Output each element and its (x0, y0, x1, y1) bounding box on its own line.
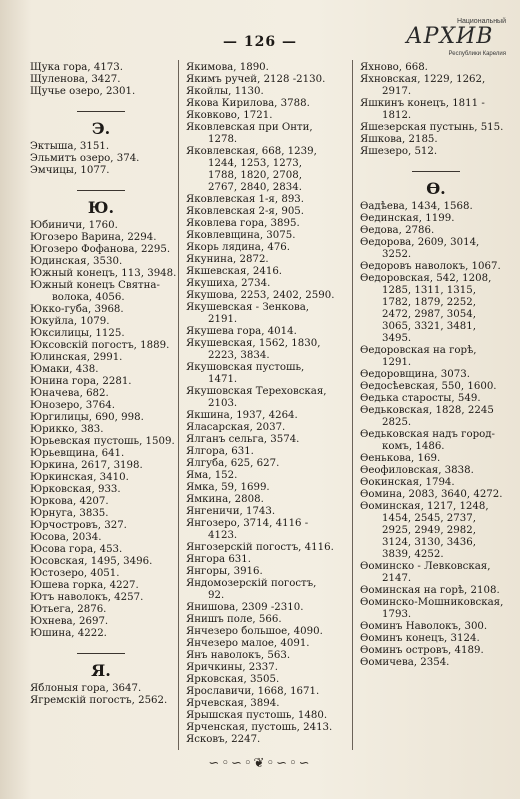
index-entry: Ярковская, 3505. (186, 674, 280, 685)
index-entry: Юргилицы, 690, 998. (30, 412, 144, 423)
index-entry: Юнина гора, 2281. (30, 376, 132, 387)
index-entry: Юшина, 4222. (30, 628, 107, 639)
section-letter-fita: Ѳ. (426, 179, 446, 198)
index-entry: Яковково, 1721. (186, 110, 273, 121)
entry-continuation: 1782, 1879, 2252, (382, 297, 476, 308)
index-entry: Якорь лядина, 476. (186, 242, 291, 253)
index-entry: Якушиха, 2734. (186, 278, 271, 289)
index-entry: Южный конецъ, 113, 3948. (30, 268, 177, 279)
index-entry: Юксовскій погостъ, 1889. (30, 340, 170, 351)
index-entry: Ѳомичева, 2354. (360, 657, 450, 668)
index-entry: Ямка, 59, 1699. (186, 482, 270, 493)
index-entry: Якшина, 1937, 4264. (186, 410, 298, 421)
index-entry: Ясковъ, 2247. (186, 734, 261, 745)
index-entry: Юркина, 2617, 3198. (30, 460, 143, 471)
index-entry: Янъ наволокъ, 563. (186, 650, 291, 661)
section-letter-e: Э. (91, 119, 111, 138)
entry-continuation: 1278. (208, 134, 238, 145)
index-entry: Юсова гора, 453. (30, 544, 123, 555)
index-entry: Юстозеро, 4051. (30, 568, 120, 579)
index-entry: Ѳедьковская надъ город- (360, 429, 495, 440)
index-entry: Яричкины, 2337. (186, 662, 278, 673)
index-entry: Яласарская, 2037. (186, 422, 286, 433)
entry-continuation: 1793. (382, 609, 412, 620)
index-entry: Яковлевская 1-я, 893. (186, 194, 305, 205)
archive-logo (402, 18, 512, 60)
entry-continuation: 92. (208, 590, 225, 601)
index-entry: Ѳедоровская на горѣ, (360, 345, 477, 356)
entry-continuation: 2147. (382, 573, 412, 584)
index-entry: Ѳедосѣевская, 550, 1600. (360, 381, 497, 392)
index-entry: Ѳедорова, 2609, 3014, (360, 237, 480, 248)
index-entry: Ѳоминъ конецъ, 3124. (360, 633, 480, 644)
index-entry: Яблоныя гора, 3647. (30, 683, 142, 694)
index-entry: Яшкинъ конецъ, 1811 - (360, 98, 485, 109)
index-entry: Янгозеро, 3714, 4116 - (186, 518, 309, 529)
index-entry: Яхново, 668. (360, 62, 428, 73)
entry-continuation: 2825. (382, 417, 412, 428)
index-entry: Юрьевская пустошь, 1509. (30, 436, 175, 447)
index-entry: Яшезеро, 512. (360, 146, 438, 157)
index-entry: Эльмитъ озеро, 374. (30, 153, 140, 164)
entry-continuation: 1471. (208, 374, 238, 385)
column-middle (186, 62, 346, 746)
entry-continuation: 2191. (208, 314, 238, 325)
entry-continuation: 1454, 2545, 2737, (382, 513, 476, 524)
bottom-ornament: ∽◦∽◦❦◦∽◦∽ (208, 756, 312, 771)
index-entry: Якимова, 1890. (186, 62, 269, 73)
index-entry: Юлинская, 2991. (30, 352, 123, 363)
index-entry: Ѳоминская на горѣ, 2108. (360, 585, 500, 596)
section-letter-ya: Я. (91, 661, 111, 680)
index-entry: Ютьега, 2876. (30, 604, 107, 615)
index-entry: Эктыша, 3151. (30, 141, 110, 152)
index-entry: Ѳедоровщина, 3073. (360, 369, 470, 380)
index-entry: Якшевская, 2416. (186, 266, 283, 277)
index-entry: Якушевская, 1562, 1830, (186, 338, 321, 349)
entry-continuation: 2917. (382, 86, 412, 97)
index-entry: Яковлевская при Онти, (186, 122, 313, 133)
index-entry: Ѳадѣева, 1434, 1568. (360, 201, 473, 212)
index-entry: Ѳомина, 2083, 3640, 4272. (360, 489, 503, 500)
entry-continuation: 2223, 3834. (208, 350, 270, 361)
index-entry: Югозеро Варина, 2294. (30, 232, 157, 243)
index-entry: Ягремскій погостъ, 2562. (30, 695, 168, 706)
index-entry: Яшезерская пустынь, 515. (360, 122, 504, 133)
index-entry: Юрчостровъ, 327. (30, 520, 127, 531)
index-entry: Янишъ поле, 566. (186, 614, 282, 625)
index-entry: Ѳоминъ Наволокъ, 300. (360, 621, 488, 632)
index-entry: Юшева горка, 4227. (30, 580, 139, 591)
index-entry: Юркинская, 3410. (30, 472, 129, 483)
index-entry: Ѳоминско-Мошниковская, (360, 597, 504, 608)
index-entry: Яковлевская, 668, 1239, (186, 146, 317, 157)
entry-continuation: 3495. (382, 333, 412, 344)
index-entry: Яковлева гора, 3895. (186, 218, 300, 229)
index-entry: Юкуйла, 1079. (30, 316, 110, 327)
entry-continuation: 3252. (382, 249, 412, 260)
index-entry: Щука гора, 4173. (30, 62, 124, 73)
index-entry: Ѳедьковская, 1828, 2245 (360, 405, 494, 416)
index-entry: Ѳедова, 2786. (360, 225, 435, 236)
index-entry: Юрьевщина, 641. (30, 448, 125, 459)
index-entry: Ярчевская, 3894. (186, 698, 280, 709)
index-entry: Ѳедоровская, 542, 1208, (360, 273, 492, 284)
index-entry: Якушевская - Зенкова, (186, 302, 310, 313)
logo-main-text: АРХИВ (406, 24, 494, 49)
section-separator (77, 111, 125, 112)
index-entry: Янишова, 2309 -2310. (186, 602, 304, 613)
index-entry: Ярченская, пустошь, 2413. (186, 722, 333, 733)
index-entry: Юкко-губа, 3968. (30, 304, 124, 315)
index-entry: Юмаки, 438. (30, 364, 99, 375)
index-entry: Якимъ ручей, 2128 -2130. (186, 74, 326, 85)
entry-continuation: 2925, 2949, 2982, (382, 525, 476, 536)
entry-continuation: волока, 4056. (52, 292, 125, 303)
index-entry: Югозеро Фофанова, 2295. (30, 244, 171, 255)
column-divider-right (352, 60, 353, 750)
index-entry: Юнозеро, 3764. (30, 400, 115, 411)
index-entry: Ѳединская, 1199. (360, 213, 455, 224)
logo-bottom-text: Республики Карелия (448, 51, 506, 57)
index-entry: Щуленова, 3427. (30, 74, 121, 85)
index-entry: Якушова, 2253, 2402, 2590. (186, 290, 335, 301)
index-entry: Ютъ наволокъ, 4257. (30, 592, 144, 603)
logo-top-text: Национальный (456, 18, 506, 25)
index-entry: Ярышская пустошь, 1480. (186, 710, 328, 721)
index-entry: Ѳенькова, 169. (360, 453, 441, 464)
index-entry: Ялгора, 631. (186, 446, 254, 457)
index-entry: Ямкина, 2808. (186, 494, 264, 505)
index-entry: Ѳоминская, 1217, 1248, (360, 501, 489, 512)
entry-continuation: 2767, 2840, 2834. (208, 182, 302, 193)
index-entry: Юдинская, 3530. (30, 256, 123, 267)
index-entry: Юхнева, 2697. (30, 616, 109, 627)
index-entry: Юркова, 4207. (30, 496, 109, 507)
entry-continuation: 3124, 3130, 3436, (382, 537, 476, 548)
index-entry: Яма, 152. (186, 470, 238, 481)
index-entry: Юрнуга, 3835. (30, 508, 109, 519)
entry-continuation: 1788, 1820, 2708, (208, 170, 302, 181)
entry-continuation: 1244, 1253, 1273, (208, 158, 302, 169)
index-entry: Якова Кирилова, 3788. (186, 98, 310, 109)
index-entry: Яковлевщина, 3075. (186, 230, 296, 241)
index-entry: Ялганъ сельга, 3574. (186, 434, 300, 445)
section-separator (77, 653, 125, 654)
index-entry: Янгоры, 3916. (186, 566, 263, 577)
index-entry: Якушовская Тереховская, (186, 386, 327, 397)
page-number: — 126 — (223, 34, 297, 50)
index-entry: Якушева гора, 4014. (186, 326, 297, 337)
index-entry: Юрковская, 933. (30, 484, 121, 495)
index-entry: Юбиничи, 1760. (30, 220, 118, 231)
index-entry: Эмчицы, 1077. (30, 165, 110, 176)
index-entry: Юсовская, 1495, 3496. (30, 556, 153, 567)
index-entry: Яндомозерскій погостъ, (186, 578, 317, 589)
index-entry: Якунина, 2872. (186, 254, 269, 265)
index-entry: Янгеничи, 1743. (186, 506, 276, 517)
index-entry: Ѳеофиловская, 3838. (360, 465, 474, 476)
section-separator (77, 190, 125, 191)
entry-continuation: 1285, 1311, 1315, (382, 285, 476, 296)
index-entry: Юначева, 682. (30, 388, 109, 399)
entry-continuation: 4123. (208, 530, 238, 541)
section-separator (412, 171, 460, 172)
section-letter-yu: Ю. (87, 198, 115, 217)
index-entry: Янгора 631. (186, 554, 252, 565)
index-entry: Ярославичи, 1668, 1671. (186, 686, 320, 697)
column-divider-left (178, 60, 179, 750)
index-entry: Ѳоминско - Левковская, (360, 561, 491, 572)
index-entry: Якушовская пустошь, (186, 362, 305, 373)
index-entry: Юксилицы, 1125. (30, 328, 125, 339)
index-entry: Янгозерскій погостъ, 4116. (186, 542, 334, 553)
column-left (30, 62, 177, 707)
index-entry: Ѳокинская, 1794. (360, 477, 455, 488)
index-entry: Юсова, 2034. (30, 532, 102, 543)
index-entry: Янчезеро большое, 4090. (186, 626, 323, 637)
index-entry: Яковлевская 2-я, 905. (186, 206, 305, 217)
entry-continuation: 2472, 2987, 3054, (382, 309, 476, 320)
index-entry: Южный конецъ Святна- (30, 280, 160, 291)
index-entry: Янчезеро малое, 4091. (186, 638, 310, 649)
column-right (360, 62, 512, 669)
index-entry: Щучье озеро, 2301. (30, 86, 136, 97)
entry-continuation: 3839, 4252. (382, 549, 444, 560)
index-entry: Ѳедька старосты, 549. (360, 393, 481, 404)
index-entry: Ѳедоровъ наволокъ, 1067. (360, 261, 501, 272)
index-entry: Юрикко, 383. (30, 424, 104, 435)
entry-continuation: 2103. (208, 398, 238, 409)
entry-continuation: комъ, 1486. (382, 441, 445, 452)
entry-continuation: 1291. (382, 357, 412, 368)
index-entry: Ялгуба, 625, 627. (186, 458, 280, 469)
index-entry: Яшкова, 2185. (360, 134, 438, 145)
index-entry: Яхновская, 1229, 1262, (360, 74, 486, 85)
index-entry: Якойлы, 1130. (186, 86, 264, 97)
index-entry: Ѳоминъ островъ, 4189. (360, 645, 484, 656)
entry-continuation: 3065, 3321, 3481, (382, 321, 476, 332)
entry-continuation: 1812. (382, 110, 412, 121)
